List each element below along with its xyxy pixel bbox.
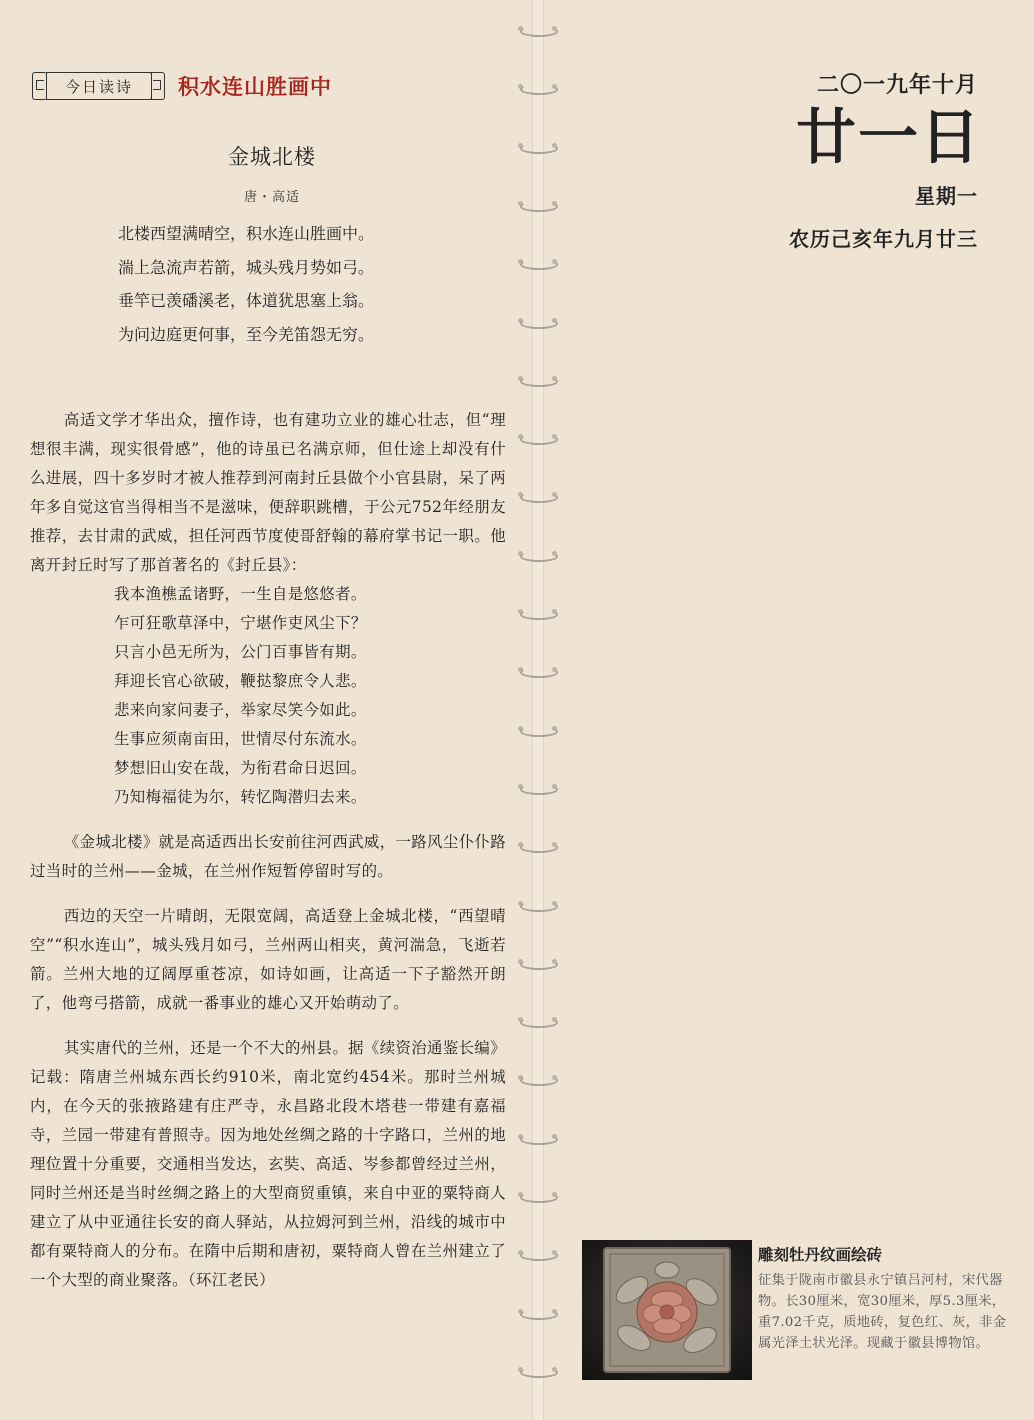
date-year-month: 二〇一九年十月: [816, 72, 978, 98]
carved-peony-brick-image: [582, 1240, 752, 1380]
tag-ornament-right: [150, 72, 165, 100]
quoted-verse: 只言小邑无所为，公门百事皆有期。: [114, 643, 367, 661]
tag-label: 今日读诗: [46, 72, 152, 100]
binding-ring: [518, 1309, 558, 1317]
binding-ring: [518, 901, 558, 909]
headline: 积水连山胜画中: [178, 74, 332, 99]
quoted-verse: 乃知梅福徒为尔，转忆陶潜归去来。: [114, 788, 367, 806]
poem-line: 北楼西望满晴空，积水连山胜画中。: [118, 224, 375, 243]
binding-ring: [518, 26, 558, 34]
poem-line: 垂竿已羡磻溪老，体道犹思塞上翁。: [118, 291, 375, 310]
binding-ring: [518, 551, 558, 559]
binding-ring: [518, 376, 558, 384]
binding-ring: [518, 434, 558, 442]
article-paragraph: 《金城北楼》就是高适西出长安前往河西武威，一路风尘仆仆路过当时的兰州——金城，在兰州作短暂停留时写的。: [30, 833, 507, 880]
quoted-verse: 梦想旧山安在哉，为衔君命日迟回。: [114, 759, 367, 777]
quoted-verse: 乍可狂歌草泽中，宁堪作吏风尘下？: [114, 614, 367, 632]
poem-line: 湍上急流声若箭，城头残月势如弓。: [118, 257, 375, 277]
binding-ring: [518, 842, 558, 850]
article-paragraph: 西边的天空一片晴朗，无限宽阔，高适登上金城北楼，“西望晴空”“积水连山”，城头残月如弓，兰州两山相夹，黄河湍急，飞逝若箭。兰州大地的辽阔厚重苍凉，如诗如画，让高适一下子豁然开朗了，他弯弓搭箭，成就一番事业的雄心又开始萌动了。: [30, 907, 506, 1012]
binding-ring: [518, 1075, 558, 1083]
binding-ring: [518, 609, 558, 617]
poem-lines: [118, 217, 374, 351]
article-paragraph: 其实唐代的兰州，还是一个不大的州县。据《续资治通鉴长编》记载：隋唐兰州城东西长约910米，南北宽约454米。那时兰州城内，在今天的张掖路建有庄严寺，永昌路北段木塔巷一带建有嘉福寺，兰园一带建有普照寺。因为地处丝绸之路的十字路口，兰州的地理位置十分重要，交通相当发达，玄奘、高适、岑参都曾经过兰州，同时兰州还是当时丝绸之路上的大型商贸重镇，来自中亚的粟特商人建立了从中亚通往长安的商人驿站，从拉姆河到兰州，沿线的城市中都有粟特商人的分布。在隋中后期和唐初，粟特商人曾在兰州建立了一个大型的商业聚落。（环江老民）: [30, 1039, 507, 1289]
article-paragraph: 高适文学才华出众，擅作诗，也有建功立业的雄心壮志，但“理想很丰满，现实很骨感”，他的诗虽已名满京师，但仕途上却没有什么进展，四十多岁时才被人推荐到河南封丘县做个小官县尉，呆了两年多自觉这官当得相当不是滋味，便辞职跳槽，于公元752年经朋友推荐，去甘肃的武威，担任河西节度使哥舒翰的幕府掌书记一职。他离开封丘时写了那首著名的《封丘县》：: [30, 411, 506, 574]
quoted-verse: 生事应须南亩田，世情尽付东流水。: [114, 730, 367, 748]
binding-ring: [518, 1367, 558, 1375]
poem-line: 为问边庭更何事，至今羌笛怨无穷。: [118, 324, 375, 344]
binding-ring: [518, 1192, 558, 1200]
quoted-verse: 悲来向家问妻子，举家尽笑今如此。: [114, 701, 367, 719]
binding-ring: [518, 667, 558, 675]
binding-ring: [518, 784, 558, 792]
binding-ring: [518, 726, 558, 734]
artifact-photo: [582, 1240, 752, 1380]
binding-spine: [532, 0, 544, 1420]
date-lunar: 农历己亥年九月廿三: [789, 227, 978, 251]
binding-ring: [518, 201, 558, 209]
binding-ring: [518, 1250, 558, 1258]
artifact-title: 雕刻牡丹纹画绘砖: [758, 1245, 883, 1264]
binding-ring: [518, 143, 558, 151]
article-body: [30, 406, 506, 1295]
quoted-verse: 我本渔樵孟诸野，一生自是悠悠者。: [114, 585, 367, 603]
binding-ring: [518, 318, 558, 326]
today-poem-tag: [30, 68, 170, 104]
binding-ring: [518, 959, 558, 967]
artifact-description: 征集于陇南市徽县永宁镇吕河村，宋代器物。长30厘米，宽30厘米，厚5.3厘米，重7.02千克，质地砖，复色红、灰，非金属光泽土状光泽。现藏于徽县博物馆。: [758, 1273, 1007, 1351]
poem-title: 金城北楼: [228, 145, 316, 169]
date-weekday: 星期一: [915, 184, 978, 208]
binding-ring: [518, 492, 558, 500]
binding-ring: [518, 1134, 558, 1142]
binding-ring: [518, 84, 558, 92]
date-day: 廿一日: [796, 103, 982, 173]
poem-author: 唐・高适: [243, 190, 300, 205]
tag-ornament-left: [32, 72, 47, 100]
binding-ring: [518, 259, 558, 267]
quoted-verse: 拜迎长官心欲破，鞭挞黎庶令人悲。: [114, 672, 367, 690]
binding-ring: [518, 1017, 558, 1025]
